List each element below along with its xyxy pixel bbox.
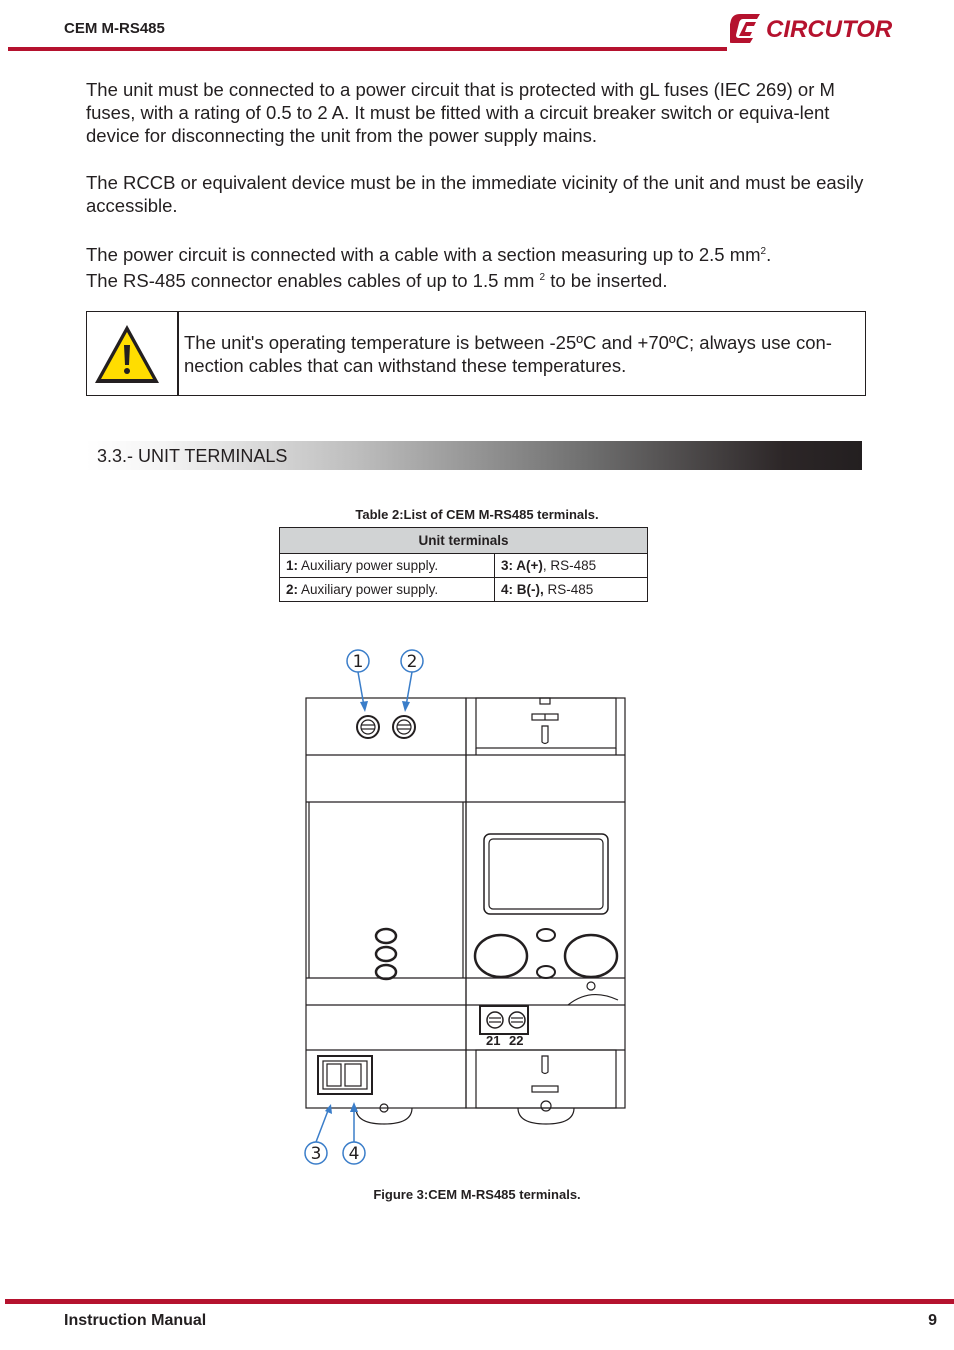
table-caption: Table 2:List of CEM M-RS485 terminals. bbox=[355, 507, 599, 522]
table-row bbox=[280, 554, 648, 578]
warning-triangle-icon bbox=[93, 323, 161, 385]
terminal-label-22: 22 bbox=[509, 1033, 524, 1048]
callout-label-3: 3 bbox=[310, 1144, 322, 1164]
lcd-display bbox=[484, 834, 608, 914]
key-right bbox=[565, 935, 617, 977]
header-rule bbox=[8, 47, 727, 51]
callout-arrow-2 bbox=[406, 672, 412, 706]
section-heading-bar bbox=[86, 441, 862, 470]
terminal-label-21: 21 bbox=[486, 1033, 501, 1048]
table-cell: 3: A(+), RS-485 bbox=[495, 554, 648, 578]
callout-arrow-1 bbox=[358, 672, 364, 706]
rccb-paragraph: The RCCB or equivalent device must be in the immediate vicinity of the unit and must be easily accessible. bbox=[86, 172, 864, 216]
figure-caption: Figure 3:CEM M-RS485 terminals. bbox=[373, 1187, 581, 1202]
table-header: Unit terminals bbox=[280, 528, 648, 554]
page-number: 9 bbox=[928, 1312, 937, 1329]
terminal-screw-2 bbox=[393, 716, 415, 738]
warning-divider bbox=[177, 312, 179, 395]
footer-manual-label: Instruction Manual bbox=[64, 1312, 207, 1329]
terminal-screw-1 bbox=[357, 716, 379, 738]
callout-label-2: 2 bbox=[406, 652, 418, 672]
led-indicator bbox=[376, 965, 396, 979]
document-title: CEM M-RS485 bbox=[64, 20, 165, 37]
key-down bbox=[537, 966, 555, 978]
led-indicator bbox=[376, 947, 396, 961]
cable-paragraph: The power circuit is connected with a cable with a section measuring up to 2.5 $mm^2$. The RS-485 connector enables cables of up to 1.5 mm $^2$ to be inserted. bbox=[86, 244, 772, 292]
section-title: 3.3.- UNIT TERMINALS bbox=[97, 446, 288, 466]
logo-text: CIRCUTOR bbox=[766, 16, 893, 43]
warning-box bbox=[86, 311, 866, 396]
footer-rule bbox=[5, 1299, 954, 1304]
callout-label-1: 1 bbox=[352, 652, 364, 672]
key-left bbox=[475, 935, 527, 977]
circutor-logo bbox=[730, 8, 910, 48]
key-up bbox=[537, 929, 555, 941]
rs485-connector bbox=[318, 1056, 372, 1094]
table-row bbox=[280, 578, 648, 602]
device-terminal-diagram bbox=[296, 640, 636, 1180]
callout-arrow-3 bbox=[316, 1108, 329, 1142]
table-cell: 2: Auxiliary power supply. bbox=[280, 578, 495, 602]
table-cell: 4: B(-), RS-485 bbox=[495, 578, 648, 602]
table-cell: 1: Auxiliary power supply. bbox=[280, 554, 495, 578]
terminals-table bbox=[279, 527, 648, 602]
callout-label-4: 4 bbox=[348, 1144, 360, 1164]
warning-text: The unit's operating temperature is between -25ºC and +70ºC; always use con-nection cables that can withstand these temperatures. bbox=[184, 332, 832, 376]
power-protection-paragraph: The unit must be connected to a power circuit that is protected with gL fuses (IEC 269) or M fuses, with a rating of 0.5 to 2 A. It must be fitted with a circuit breaker switch or equiva-lent device for disconnecting the unit from the power supply mains. bbox=[86, 79, 835, 146]
led-indicator bbox=[376, 929, 396, 943]
